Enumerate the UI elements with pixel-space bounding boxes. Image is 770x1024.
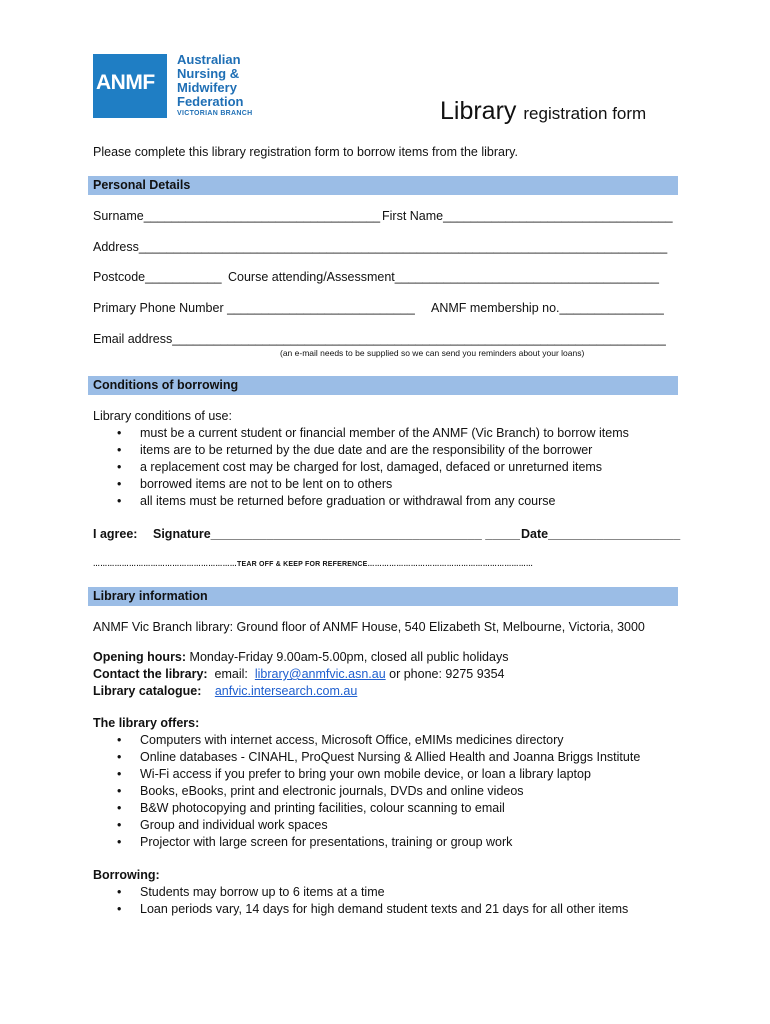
borrowing-heading: Borrowing: xyxy=(93,868,160,882)
tear-off-line: ……………………………………………………TEAR OFF & KEEP FOR REFERENCE…………………………………………………………… xyxy=(93,561,534,568)
offers-list xyxy=(93,733,640,852)
catalogue-link[interactable]: anfvic.intersearch.com.au xyxy=(214,684,358,698)
section-bar-info xyxy=(88,587,678,606)
library-email-link[interactable]: library@anmfvic.asn.au xyxy=(254,667,386,681)
surname-field[interactable]: Surname__________________________________ xyxy=(93,209,381,223)
title-sub: registration form xyxy=(523,104,647,123)
hours-label: Opening hours: xyxy=(93,650,187,664)
section-heading: Library information xyxy=(93,589,208,603)
list-item: • items are to be returned by the due date and are the responsibility of the borrower xyxy=(93,443,629,460)
postcode-field[interactable]: Postcode___________ xyxy=(93,270,222,284)
catalogue-label: Library catalogue: xyxy=(93,684,202,698)
contact-email-prefix: email: xyxy=(207,667,255,681)
section-heading: Personal Details xyxy=(93,178,191,192)
list-item: • a replacement cost may be charged for lost, damaged, defaced or unreturned items xyxy=(93,460,629,477)
agree-label: I agree: xyxy=(93,527,138,541)
signature-field[interactable]: Signature_______________________________________ _____ xyxy=(153,527,521,541)
list-item: • Books, eBooks, print and electronic journals, DVDs and online videos xyxy=(93,784,640,801)
org-line: Midwifery xyxy=(177,80,237,95)
org-line: Australian xyxy=(177,52,241,67)
opening-hours xyxy=(93,650,508,664)
list-item: • Students may borrow up to 6 items at a time xyxy=(93,885,628,902)
membership-field[interactable]: ANMF membership no._______________ xyxy=(431,301,664,315)
list-item: • Computers with internet access, Microsoft Office, eMIMs medicines directory xyxy=(93,733,640,750)
org-line: Federation xyxy=(177,94,244,109)
library-location: ANMF Vic Branch library: Ground floor of ANMF House, 540 Elizabeth St, Melbourne, Victoria, 3000 xyxy=(93,620,645,634)
email-field[interactable]: Email address_______________________________________________________________________ xyxy=(93,332,666,346)
list-item: • Online databases - CINAHL, ProQuest Nursing & Allied Health and Joanna Briggs Institute xyxy=(93,750,640,767)
intro-text: Please complete this library registration form to borrow items from the library. xyxy=(93,145,518,159)
email-note: (an e-mail needs to be supplied so we can send you reminders about your loans) xyxy=(280,348,585,358)
logo-acronym: ANMF xyxy=(96,71,155,94)
course-field[interactable]: Course attending/Assessment______________________________________ xyxy=(228,270,659,284)
org-branch: VICTORIAN BRANCH xyxy=(177,110,253,117)
page-title xyxy=(440,97,646,126)
section-bar-conditions xyxy=(88,376,678,395)
offers-heading: The library offers: xyxy=(93,716,200,730)
conditions-intro: Library conditions of use: xyxy=(93,409,232,423)
address-field[interactable]: Address____________________________________________________________________________ xyxy=(93,240,668,254)
hours-value: Monday-Friday 9.00am-5.00pm, closed all public holidays xyxy=(186,650,509,664)
list-item: • borrowed items are not to be lent on to others xyxy=(93,477,629,494)
borrowing-list xyxy=(93,885,628,919)
section-heading: Conditions of borrowing xyxy=(93,378,239,392)
conditions-list xyxy=(93,426,629,511)
contact-label: Contact the library: xyxy=(93,667,208,681)
list-item: • Loan periods vary, 14 days for high demand student texts and 21 days for all other items xyxy=(93,902,628,919)
contact-line xyxy=(93,667,505,681)
list-item: • Projector with large screen for presentations, training or group work xyxy=(93,835,640,852)
catalogue-line xyxy=(93,684,357,698)
list-item: • all items must be returned before graduation or withdrawal from any course xyxy=(93,494,629,511)
first-name-field[interactable]: First Name_________________________________ xyxy=(382,209,673,223)
org-line: Nursing & xyxy=(177,66,240,81)
date-field[interactable]: Date___________________ xyxy=(521,527,681,541)
phone-field[interactable]: Primary Phone Number ___________________________ xyxy=(93,301,415,315)
org-name xyxy=(177,53,252,119)
contact-phone: or phone: 9275 9354 xyxy=(385,667,505,681)
list-item: • Wi-Fi access if you prefer to bring your own mobile device, or loan a library laptop xyxy=(93,767,640,784)
list-item: • B&W photocopying and printing facilities, colour scanning to email xyxy=(93,801,640,818)
section-bar-personal xyxy=(88,176,678,195)
list-item: • Group and individual work spaces xyxy=(93,818,640,835)
title-main: Library xyxy=(440,97,517,125)
list-item: • must be a current student or financial member of the ANMF (Vic Branch) to borrow items xyxy=(93,426,629,443)
